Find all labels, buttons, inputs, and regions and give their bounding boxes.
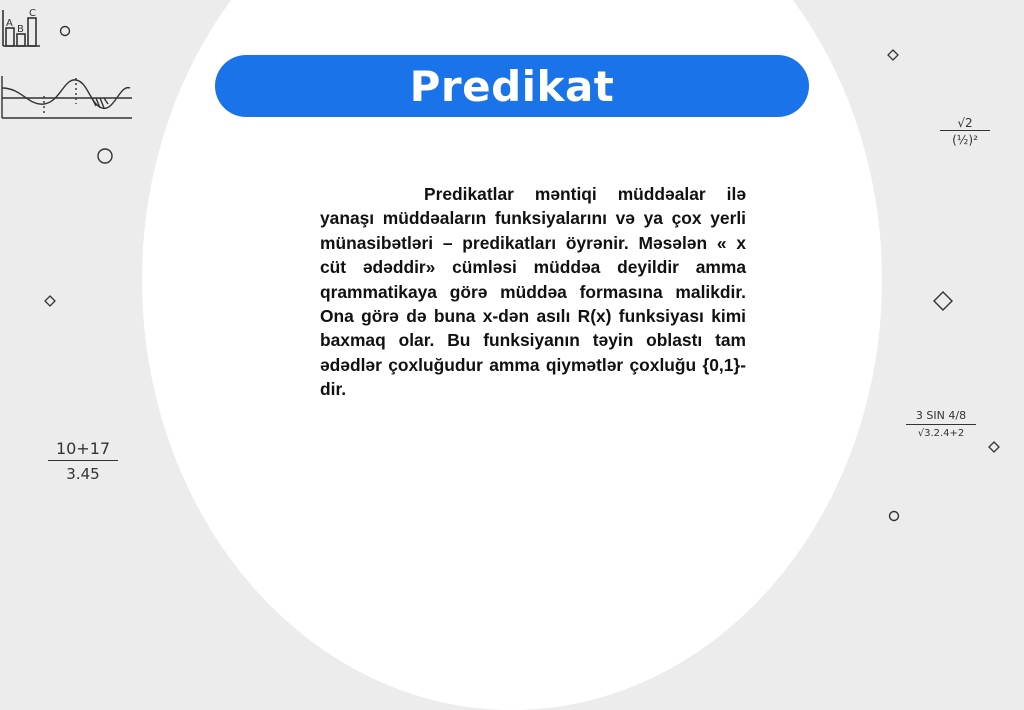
abc-chart-icon bbox=[0, 4, 44, 48]
circle-doodle bbox=[886, 508, 902, 524]
abc-letter-c: C bbox=[29, 8, 36, 19]
sqrt-bottom: √3.2.4+2 bbox=[917, 428, 965, 439]
fraction-denominator: 3.45 bbox=[66, 465, 100, 483]
abc-letter-b: B bbox=[17, 24, 24, 35]
diamond-doodle bbox=[987, 440, 1001, 454]
diamond-doodle bbox=[932, 290, 954, 312]
fraction-numerator: 10+17 bbox=[48, 440, 118, 461]
sin-expression-doodle bbox=[906, 408, 976, 443]
circle-doodle bbox=[58, 24, 72, 38]
circle-doodle bbox=[95, 146, 115, 166]
diamond-doodle bbox=[886, 48, 900, 62]
slide-title: Predikat bbox=[409, 61, 615, 111]
abc-letter-a: A bbox=[6, 18, 13, 29]
diamond-doodle bbox=[43, 294, 57, 308]
title-banner bbox=[215, 55, 809, 117]
fraction-doodle bbox=[48, 440, 118, 484]
sqrt-top: √2 bbox=[940, 116, 990, 131]
half-fraction: (½)² bbox=[952, 133, 978, 147]
slide-body-text: Predikatlar məntiqi müddəalar ilə yanaşı müddəaların funksiyalarını və ya çox yerli münasibətləri – predikatları öyrənir. Məsələn « x cüt ədəddir» cümləsi müddəa deyildir amma qrammatikaya görə müddəa formasına malikdir. Ona görə də buna x-dən asılı R(x) funksiyası kimi baxmaq olar. Bu funksiyanın təyin oblastı tam ədədlər çoxluğudur amma qiymətlər çoxluğu {0,1}-dir. bbox=[320, 184, 746, 400]
sqrt-fraction-doodle bbox=[940, 116, 990, 149]
wave-graph-icon bbox=[0, 74, 134, 120]
sin-expression: 3 SIN 4/8 bbox=[906, 408, 976, 425]
